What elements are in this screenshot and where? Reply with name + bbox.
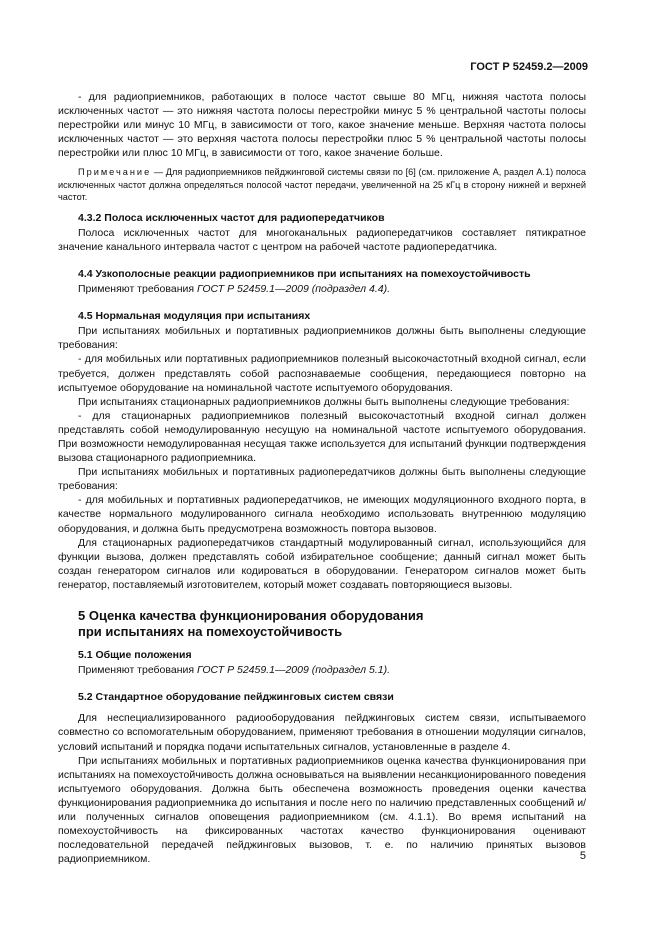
paragraph: При испытаниях стационарных радиоприемников должны быть выполнены следующие требования:	[78, 395, 570, 408]
paragraph: Для неспециализированного радиооборудования пейджинговых систем связи, испытываемого совместно со вспомогательным оборудованием, применяют требования в отношении модуляции сигналов, условий испытаний и порядка подачи испытательных сигналов, установленные в разделе 4.	[58, 712, 586, 753]
paragraph: - для радиоприемников, работающих в полосе частот свыше 80 МГц, нижняя частота полосы исключенных частот — это нижняя частота полосы перестройки минус 5 % центральной частоты полосы перестройки или минус 10 МГц, в зависимости от того, какое значение меньше. Верхняя частота полосы исключенных частот — это верхняя частота полосы перестройки плюс 5 % центральной частоты полосы перестройки или плюс 10 МГц, в зависимости от того, какое значение больше.	[58, 91, 586, 160]
paragraph: - для мобильных или портативных радиоприемников полезный высокочастотный входной сигнал, если требуется, должен представлять собой распознаваемые сообщения, передающиеся повторно на испытуемое оборудование на номинальной частоте испытуемого оборудования.	[58, 353, 586, 394]
paragraph: - для стационарных радиоприемников полезный высокочастотный входной сигнал должен представлять собой немодулированную несущую на номинальной частоте испытуемого оборудования. При возможности немодулированная несущая также используется для испытаний функции подтверждения вызова стационарного радиоприемника.	[58, 409, 586, 465]
text: Применяют требования	[78, 664, 197, 677]
paragraph	[58, 663, 586, 677]
note-label: Примечание	[78, 167, 152, 178]
paragraph: - для мобильных и портативных радиопередатчиков, не имеющих модуляционного входного порта, в качестве нормального модулированного сигнала необходимо использовать внутреннюю модуляцию оборудования, и должна быть предусмотрена возможность повтора вызовов.	[58, 494, 586, 535]
section-heading-5	[78, 608, 586, 640]
page-content	[58, 90, 586, 866]
document-header: ГОСТ Р 52459.2—2009	[470, 61, 588, 73]
section-heading-4-5: 4.5 Нормальная модуляция при испытаниях	[78, 310, 311, 323]
section-heading-5-1: 5.1 Общие положения	[78, 649, 192, 662]
paragraph: При испытаниях мобильных и портативных радиопередатчиков должны быть выполнены следующие требования:	[58, 466, 586, 493]
paragraph: При испытаниях мобильных и портативных радиоприемников должны быть выполнены следующие требования:	[58, 325, 586, 352]
note	[58, 166, 586, 203]
section-heading-5-2: 5.2 Стандартное оборудование пейджинговых систем связи	[78, 691, 394, 704]
section-heading-4-4: 4.4 Узкополосные реакции радиоприемников при испытаниях на помехоустойчивость	[78, 267, 531, 280]
paragraph: При испытаниях мобильных и портативных радиоприемников оценка качества функционирования при испытаниях на помехоустойчивость должна основываться на выявлении несанкционированного поведения испытуемого оборудования. Должна быть обеспечена возможность проведения оценки качества функционирования радиоприемника до испытания и после него по наличию представленных сообщений и/или полученных сигналов оповещения радиоприемником (см. 4.1.1). Во время испытаний на помехоустойчивость на фиксированных частотах качество функционирования оценивают последовательной передачей пейджинговых вызовов, т. е. по наличию принятых вызовов радиоприемником.	[58, 754, 586, 866]
reference: ГОСТ Р 52459.1—2009 (подраздел 5.1).	[196, 664, 390, 677]
paragraph: Для стационарных радиопередатчиков стандартный модулированный сигнал, использующийся для функции вызова, должен представлять собой избирательное сообщение; данный сигнал может быть создан генератором сигналов или кодироваться в оборудовании. Генератором сигналов может быть генератор, поставляемый изготовителем, который может создавать повторяющиеся вызовы.	[58, 536, 586, 591]
note-text: — Для радиоприемников пейджинговой системы связи по [6] (см. приложение А, раздел А.1) полоса исключенных частот должна определяться полосой частот передачи, увеличенной на 25 кГц в сторону нижней и верхней частот.	[58, 167, 586, 203]
heading-line: при испытаниях на помехоустойчивость	[78, 624, 343, 640]
paragraph	[58, 282, 586, 296]
section-heading-4-3-2: 4.3.2 Полоса исключенных частот для радиопередатчиков	[78, 211, 385, 224]
text: Применяют требования	[78, 283, 197, 296]
heading-line: 5 Оценка качества функционирования оборудования	[78, 608, 424, 624]
paragraph: Полоса исключенных частот для многоканальных радиопередатчиков составляет пятикратное значение канального интервала частот с центром на рабочей частоте радиопередатчика.	[58, 226, 586, 253]
reference: ГОСТ Р 52459.1—2009 (подраздел 4.4).	[196, 283, 390, 296]
page-number: 5	[579, 850, 586, 862]
